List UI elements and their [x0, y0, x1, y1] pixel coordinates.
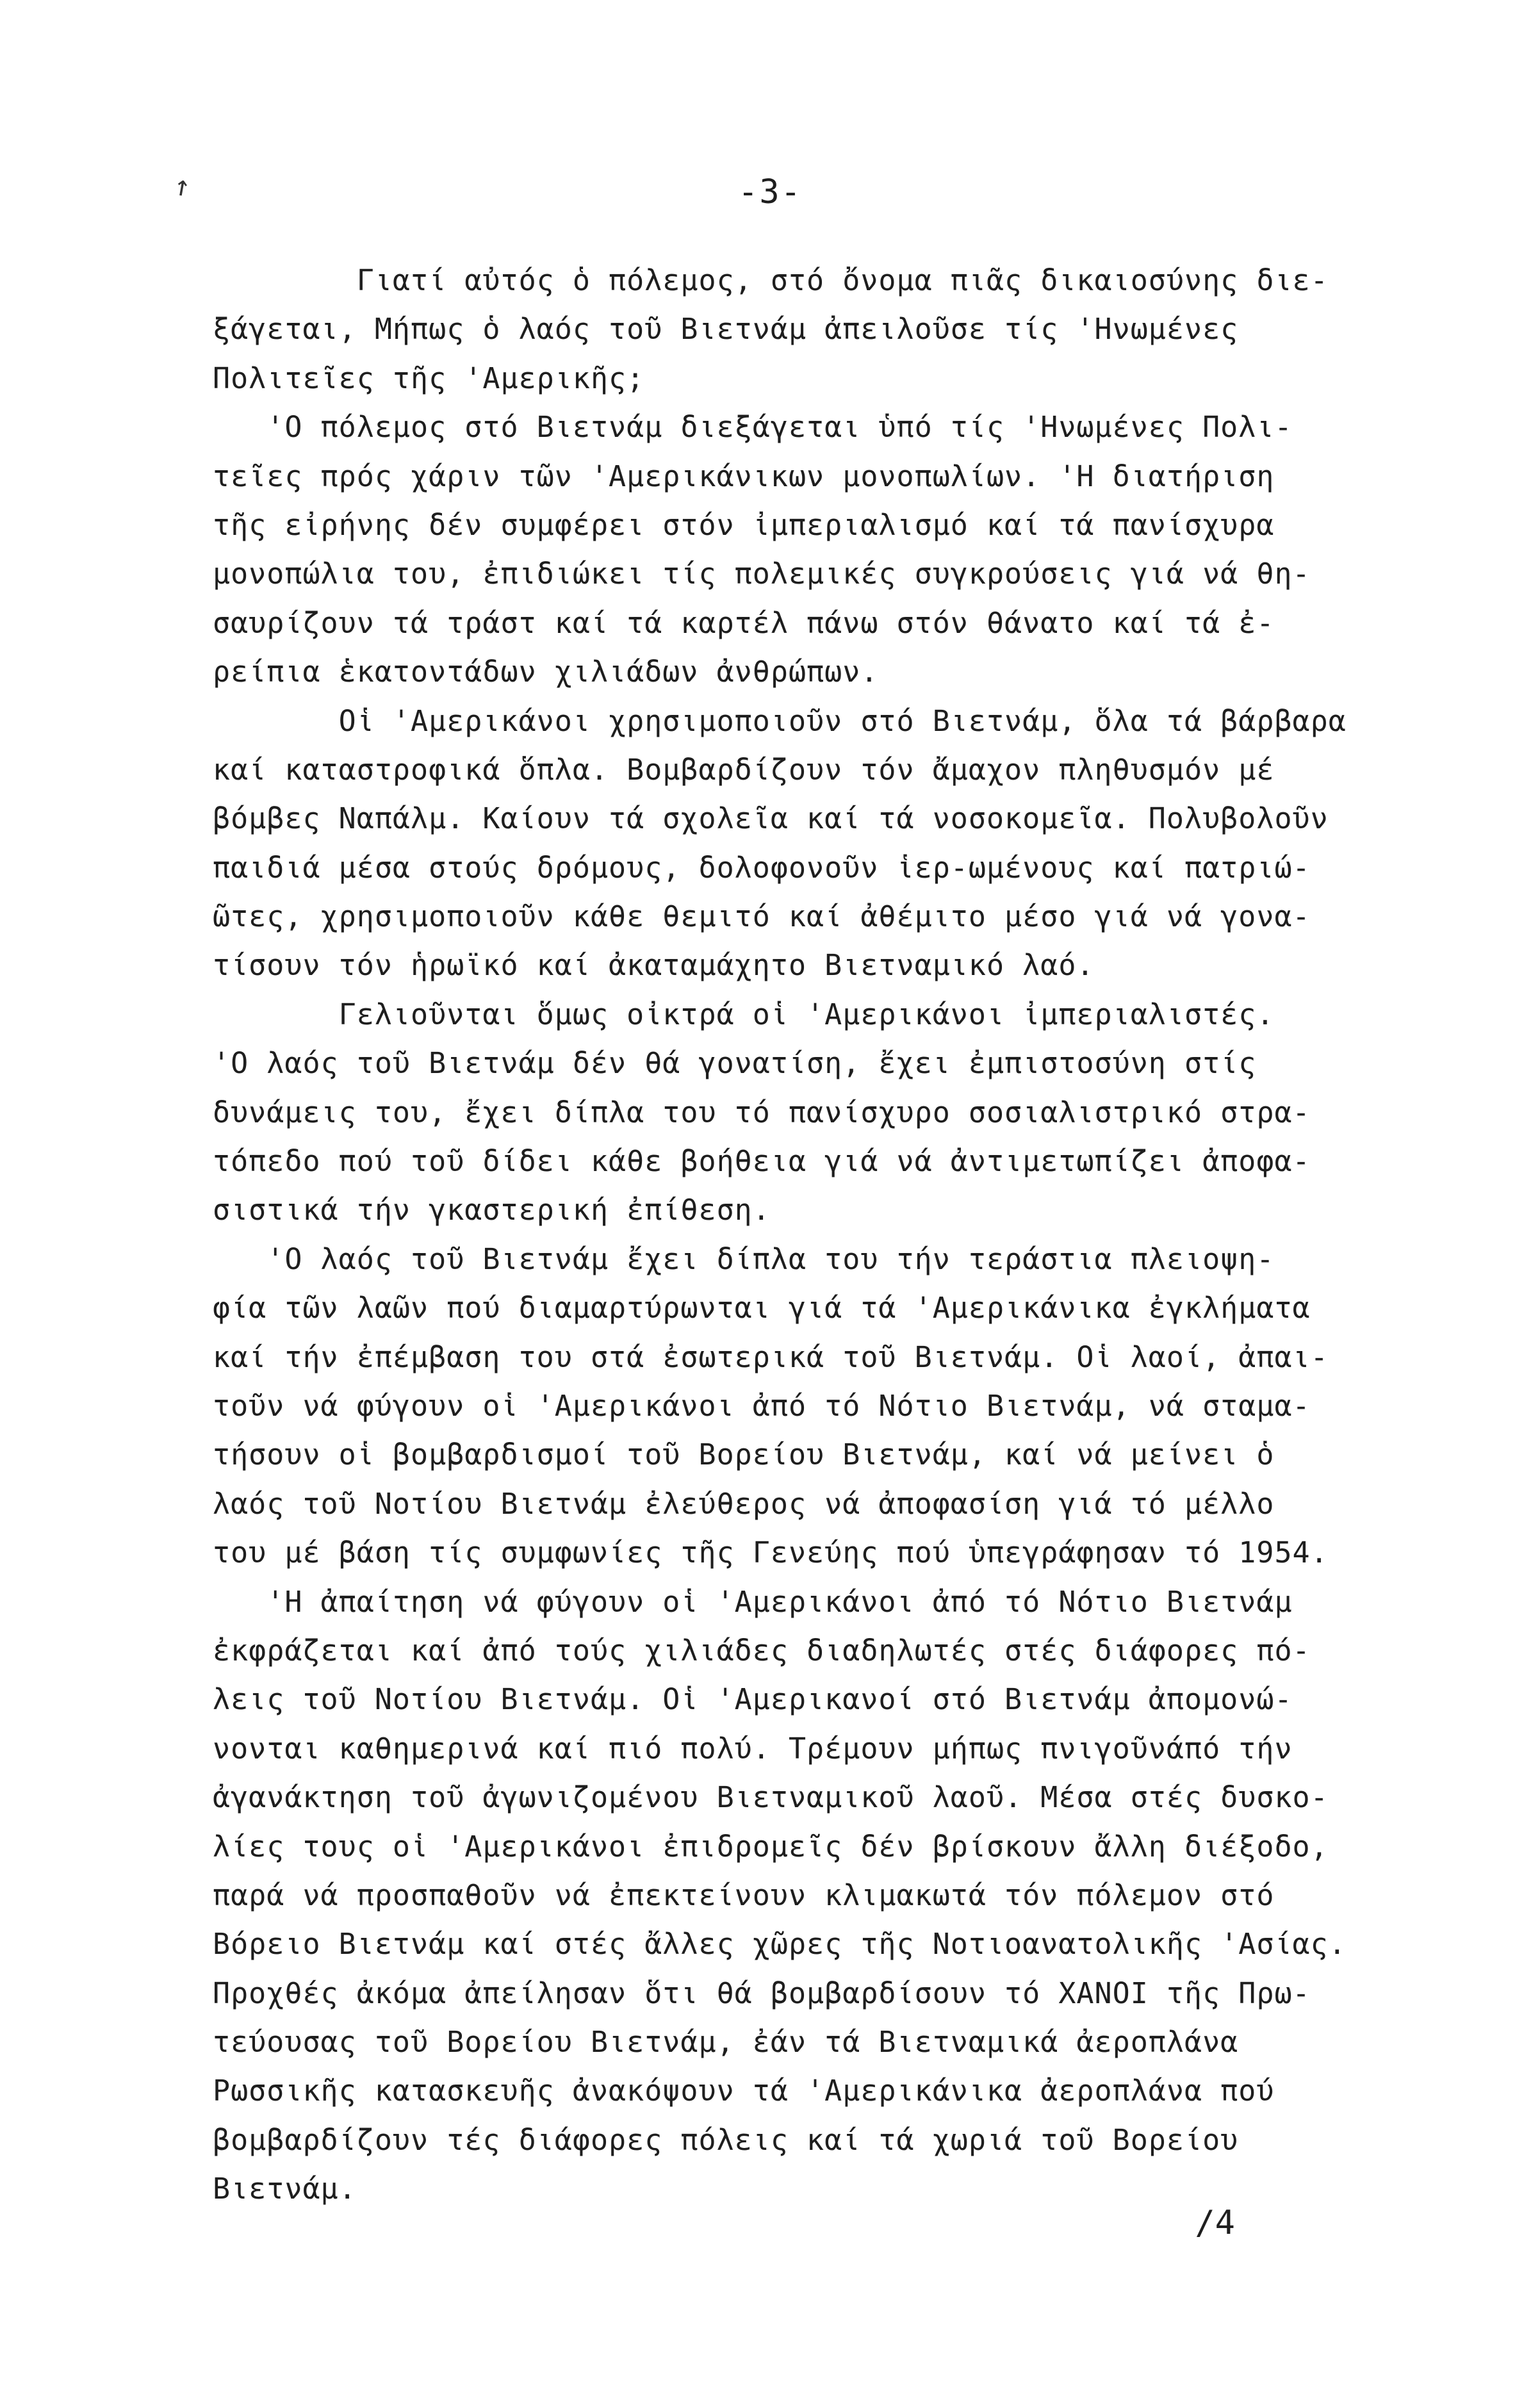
- text-line: παρά νά προσπαθοῦν νά ἐπεκτείνουν κλιμακωτά τόν πόλεμον στό: [213, 1878, 1275, 1912]
- text-line: Προχθές ἀκόμα ἀπείλησαν ὅτι θά βομβαρδίσουν τό ΧΑΝΟΙ τῆς Πρω-: [213, 1976, 1311, 2010]
- text-line: σιστικά τήν γκαστερική ἐπίθεση.: [213, 1193, 771, 1227]
- text-line: δυνάμεις του, ἔχει δίπλα του τό πανίσχυρο σοσιαλιστρικό στρα-: [213, 1095, 1311, 1129]
- text-line: 'Ο πόλεμος στό Βιετνάμ διεξάγεται ὑπό τίς 'Ηνωμένες Πολι-: [213, 410, 1293, 445]
- text-line: ρείπια ἑκατοντάδων χιλιάδων ἀνθρώπων.: [213, 655, 879, 689]
- text-line: λαός τοῦ Νοτίου Βιετνάμ ἐλεύθερος νά ἀποφασίση γιά τό μέλλο: [213, 1486, 1275, 1521]
- text-line: τῆς εἰρήνης δέν συμφέρει στόν ἰμπεριαλισμό καί τά πανίσχυρα: [213, 507, 1275, 542]
- text-line: παιδιά μέσα στούς δρόμους, δολοφονοῦν ἱερ-ωμένους καί πατριώ-: [213, 850, 1311, 885]
- text-line: ἀγανάκτηση τοῦ ἀγωνιζομένου Βιετναμικοῦ λαοῦ. Μέσα στές δυσκο-: [213, 1780, 1329, 1815]
- continuation-marker: /4: [1195, 2204, 1235, 2242]
- text-line: τίσουν τόν ἡρωϊκό καί ἀκαταμάχητο Βιετναμικό λαό.: [213, 948, 1095, 983]
- text-line: Γιατί αὐτός ὁ πόλεμος, στό ὄνομα πιᾶς δικαιοσύνης διε-: [213, 263, 1329, 297]
- text-line: λεις τοῦ Νοτίου Βιετνάμ. Οἱ 'Αμερικανοί στό Βιετνάμ ἀπομονώ-: [213, 1682, 1293, 1717]
- text-line: λίες τους οἱ 'Αμερικάνοι ἐπιδρομεῖς δέν βρίσκουν ἄλλη διέξοδο,: [213, 1829, 1329, 1864]
- text-line: ξάγεται, Μήπως ὁ λαός τοῦ Βιετνάμ ἀπειλοῦσε τίς 'Ηνωμένες: [213, 312, 1239, 347]
- page-number: -3-: [738, 173, 802, 211]
- text-line: 'Η ἀπαίτηση νά φύγουν οἱ 'Αμερικάνοι ἀπό τό Νότιο Βιετνάμ: [213, 1584, 1293, 1619]
- text-line: Ρωσσικῆς κατασκευῆς ἀνακόψουν τά 'Αμερικάνικα ἀεροπλάνα πού: [213, 2074, 1275, 2108]
- text-line: 'Ο λαός τοῦ Βιετνάμ δέν θά γονατίση, ἔχει ἐμπιστοσύνη στίς: [213, 1046, 1257, 1081]
- text-line: 'Ο λαός τοῦ Βιετνάμ ἔχει δίπλα του τήν τεράστια πλειοψη-: [213, 1242, 1275, 1276]
- text-line: σαυρίζουν τά τράστ καί τά καρτέλ πάνω στόν θάνατο καί τά ἐ-: [213, 605, 1275, 640]
- text-line: Βόρειο Βιετνάμ καί στές ἄλλες χῶρες τῆς Νοτιοανατολικῆς 'Ασίας.: [213, 1927, 1347, 1962]
- text-line: βόμβες Ναπάλμ. Καίουν τά σχολεῖα καί τά νοσοκομεῖα. Πολυβολοῦν: [213, 801, 1329, 836]
- text-line: φία τῶν λαῶν πού διαμαρτύρωνται γιά τά 'Αμερικάνικα ἐγκλήματα: [213, 1291, 1311, 1325]
- text-line: Πολιτεῖες τῆς 'Αμερικῆς;: [213, 361, 645, 395]
- text-line: Οἱ 'Αμερικάνοι χρησιμοποιοῦν στό Βιετνάμ, ὅλα τά βάρβαρα: [213, 703, 1347, 738]
- text-line: ῶτες, χρησιμοποιοῦν κάθε θεμιτό καί ἀθέμιτο μέσο γιά νά γονα-: [213, 899, 1311, 934]
- text-line: τοῦν νά φύγουν οἱ 'Αμερικάνοι ἀπό τό Νότιο Βιετνάμ, νά σταμα-: [213, 1388, 1311, 1423]
- text-line: νονται καθημερινά καί πιό πολύ. Τρέμουν μήπως πνιγοῦνάπό τήν: [213, 1731, 1293, 1766]
- text-line: ἐκφράζεται καί ἀπό τούς χιλιάδες διαδηλωτές στές διάφορες πό-: [213, 1633, 1311, 1668]
- text-line: μονοπώλια του, ἐπιδιώκει τίς πολεμικές συγκρούσεις γιά νά θη-: [213, 557, 1311, 591]
- text-line: τεῖες πρός χάριν τῶν 'Αμερικάνικων μονοπωλίων. 'Η διατήριση: [213, 459, 1275, 493]
- corner-mark: ↗: [163, 167, 197, 204]
- text-line: βομβαρδίζουν τές διάφορες πόλεις καί τά χωριά τοῦ Βορείου: [213, 2122, 1239, 2157]
- body-text: [213, 256, 1443, 2214]
- text-line: του μέ βάση τίς συμφωνίες τῆς Γενεύης πού ὑπεγράφησαν τό 1954.: [213, 1536, 1329, 1570]
- text-line: Βιετνάμ.: [213, 2172, 357, 2206]
- text-line: καί τήν ἐπέμβαση του στά ἐσωτερικά τοῦ Βιετνάμ. Οἱ λαοί, ἀπαι-: [213, 1340, 1329, 1374]
- text-line: τήσουν οἱ βομβαρδισμοί τοῦ Βορείου Βιετνάμ, καί νά μείνει ὁ: [213, 1438, 1275, 1472]
- text-line: καί καταστροφικά ὅπλα. Βομβαρδίζουν τόν ἄμαχον πληθυσμόν μέ: [213, 752, 1275, 787]
- text-line: τόπεδο πού τοῦ δίδει κάθε βοήθεια γιά νά ἀντιμετωπίζει ἀποφα-: [213, 1144, 1311, 1179]
- text-line: τεύουσας τοῦ Βορείου Βιετνάμ, ἐάν τά Βιετναμικά ἀεροπλάνα: [213, 2025, 1239, 2060]
- text-line: Γελιοῦνται ὅμως οἰκτρά οἱ 'Αμερικάνοι ἰμπεριαλιστές.: [213, 997, 1275, 1031]
